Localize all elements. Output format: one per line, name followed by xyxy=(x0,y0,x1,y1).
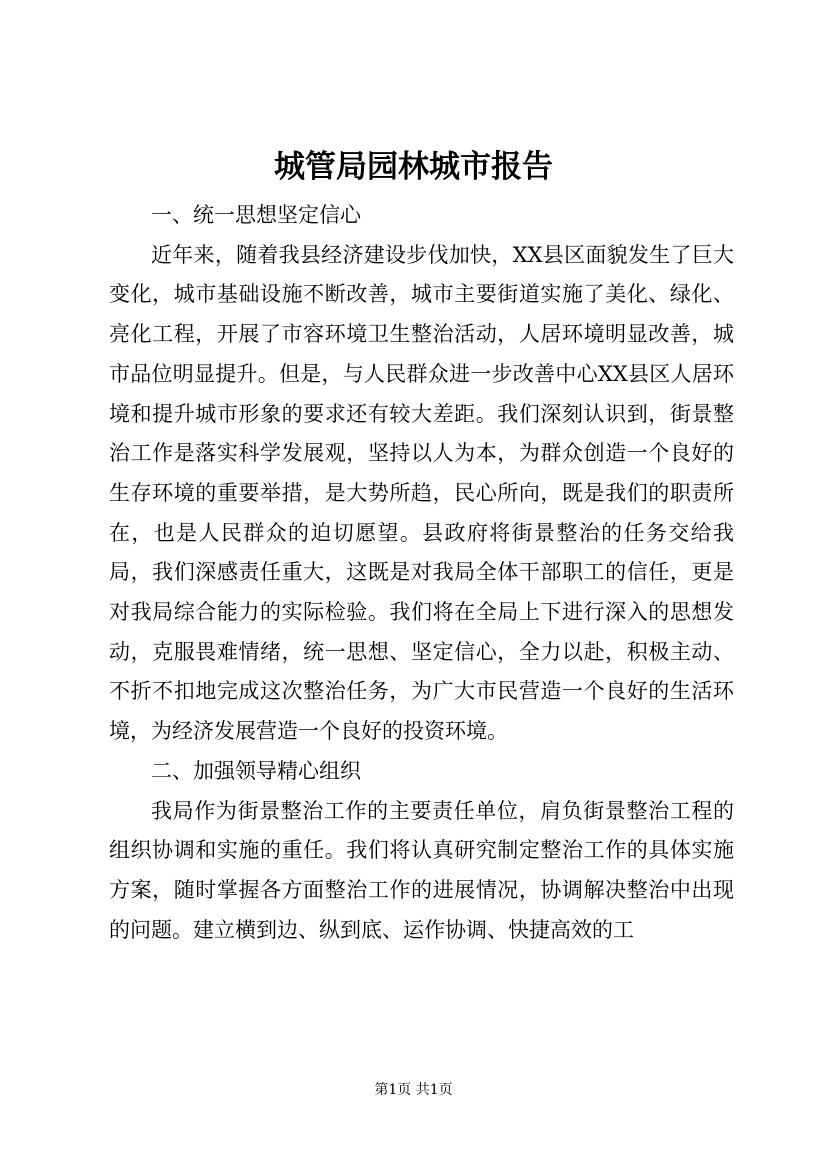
section-heading-1: 一、统一思想坚定信心 xyxy=(151,203,361,227)
document-body xyxy=(109,196,734,950)
body-paragraph-1: 近年来，随着我县经济建设步伐加快，XX县区面貌发生了巨大变化，城市基础设施不断改善，城市主要街道实施了美化、绿化、亮化工程，开展了市容环境卫生整治活动，人居环境明显改善，城市品位明显提升。但是，与人民群众进一步改善中心XX县区人居环境和提升城市形象的要求还有较大差距。我们深刻认识到，街景整治工作是落实科学发展观，坚持以人为本，为群众创造一个良好的生存环境的重要举措，是大势所趋，民心所向，既是我们的职责所在，也是人民群众的迫切愿望。县政府将街景整治的任务交给我局，我们深感责任重大，这既是对我局全体干部职工的信任，更是对我局综合能力的实际检验。我们将在全局上下进行深入的思想发动，克服畏难情绪，统一思想、坚定信心，全力以赴，积极主动、不折不扣地完成这次整治任务，为广大市民营造一个良好的生活环境，为经济发展营造一个良好的投资环境。 xyxy=(109,242,734,744)
page-footer: 第1页 共1页 xyxy=(374,1082,453,1098)
document-title: 城管局园林城市报告 xyxy=(274,149,553,185)
section-heading-2: 二、加强领导精心组织 xyxy=(151,758,361,783)
body-paragraph-2: 我局作为街景整治工作的主要责任单位，肩负街景整治工程的组织协调和实施的重任。我们将认真研究制定整治工作的具体实施方案，随时掌握各方面整治工作的进展情况，协调解决整治中出现的问题。建立横到边、纵到底、运作协调、快捷高效的工 xyxy=(109,798,734,942)
